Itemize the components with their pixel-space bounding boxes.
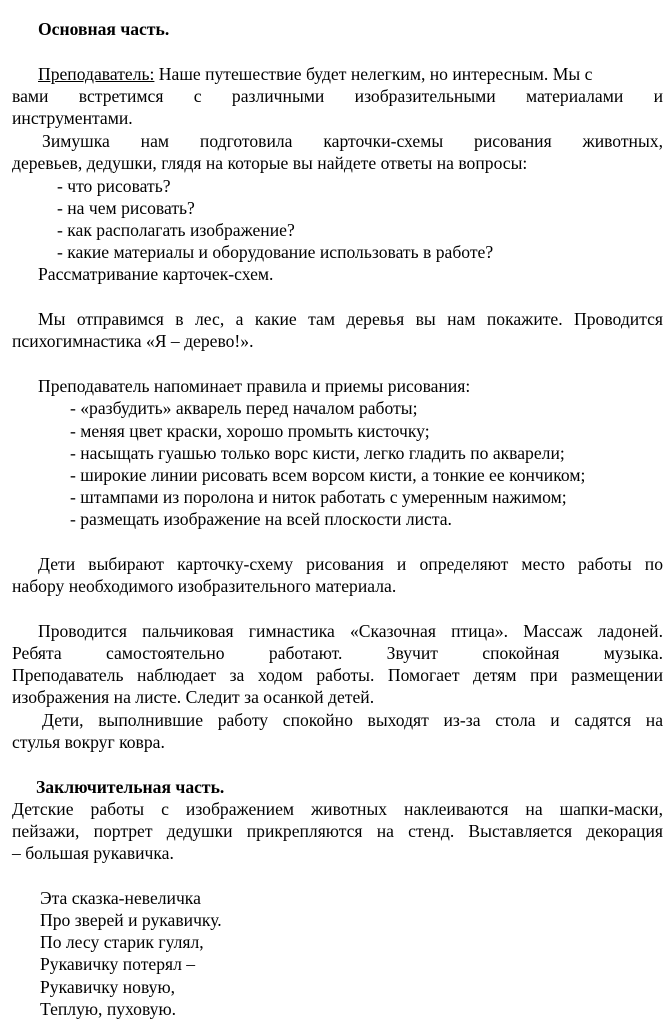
rule-item: - насыщать гуашью только ворс кисти, легко гладить по акварели;	[70, 443, 565, 463]
poem-line: Эта сказка-невеличка	[40, 888, 201, 908]
rules-intro: Преподаватель напоминает правила и приемы рисования:	[38, 376, 471, 396]
paragraph-line: изображения на листе. Следит за осанкой детей.	[12, 687, 375, 707]
main-part-heading: Основная часть.	[38, 19, 170, 39]
paragraph-line: психогимнастика «Я – дерево!».	[12, 331, 254, 351]
rule-item: - меняя цвет краски, хорошо промыть кисточку;	[70, 421, 430, 441]
question-item: - как располагать изображение?	[57, 220, 295, 240]
final-part-heading: Заключительная часть.	[36, 777, 225, 797]
paragraph-line: Мы отправимся в лес, а какие там деревья вы нам покажите. Проводится	[38, 309, 663, 329]
poem-line: По лесу старик гулял,	[40, 932, 204, 952]
paragraph-line: Преподаватель наблюдает за ходом работы. Помогает детям при размещении	[12, 665, 663, 685]
paragraph-line: Ребята самостоятельно работают. Звучит спокойная музыка.	[12, 643, 663, 663]
paragraph-text: Наше путешествие будет нелегким, но интересным. Мы с	[154, 64, 593, 84]
paragraph-line: Зимушка нам подготовила карточки-схемы рисования животных,	[42, 131, 663, 151]
question-item: - на чем рисовать?	[57, 198, 195, 218]
paragraph-line: Детские работы с изображением животных наклеиваются на шапки-маски,	[12, 799, 663, 819]
paragraph-line: инструментами.	[12, 108, 133, 128]
paragraph-line: пейзажи, портрет дедушки прикрепляются на стенд. Выставляется декорация	[12, 821, 663, 841]
question-item: - какие материалы и оборудование использовать в работе?	[57, 242, 494, 262]
question-item: - что рисовать?	[57, 176, 171, 196]
poem-line: Рукавичку потерял –	[40, 954, 196, 974]
rule-item: - широкие линии рисовать всем ворсом кисти, а тонкие ее кончиком;	[70, 465, 586, 485]
paragraph-line: набору необходимого изобразительного материала.	[12, 576, 397, 596]
poem-line: Про зверей и рукавичку.	[40, 910, 222, 930]
cards-review-line: Рассматривание карточек-схем.	[38, 264, 274, 284]
paragraph-line: – большая рукавичка.	[12, 843, 174, 863]
rule-item: - «разбудить» акварель перед началом работы;	[70, 398, 418, 418]
rule-item: - штампами из поролона и ниток работать с умеренным нажимом;	[70, 487, 567, 507]
paragraph-teacher-journey	[38, 63, 663, 86]
rule-item: - размещать изображение на всей плоскости листа.	[70, 509, 452, 529]
paragraph-line: деревьев, дедушки, глядя на которые вы найдете ответы на вопросы:	[12, 153, 528, 173]
paragraph-line: Дети, выполнившие работу спокойно выходят из-за стола и садятся на	[42, 710, 663, 730]
paragraph-line: Дети выбирают карточку-схему рисования и определяют место работы по	[38, 554, 663, 574]
paragraph-line: Проводится пальчиковая гимнастика «Сказочная птица». Массаж ладоней.	[38, 621, 663, 641]
poem-line: Рукавичку новую,	[40, 977, 175, 997]
poem-line: Теплую, пуховую.	[40, 999, 176, 1019]
paragraph-line: вами встретимся с различными изобразительными материалами и	[12, 86, 663, 106]
teacher-label: Преподаватель:	[38, 64, 155, 84]
paragraph-line: стулья вокруг ковра.	[12, 732, 165, 752]
